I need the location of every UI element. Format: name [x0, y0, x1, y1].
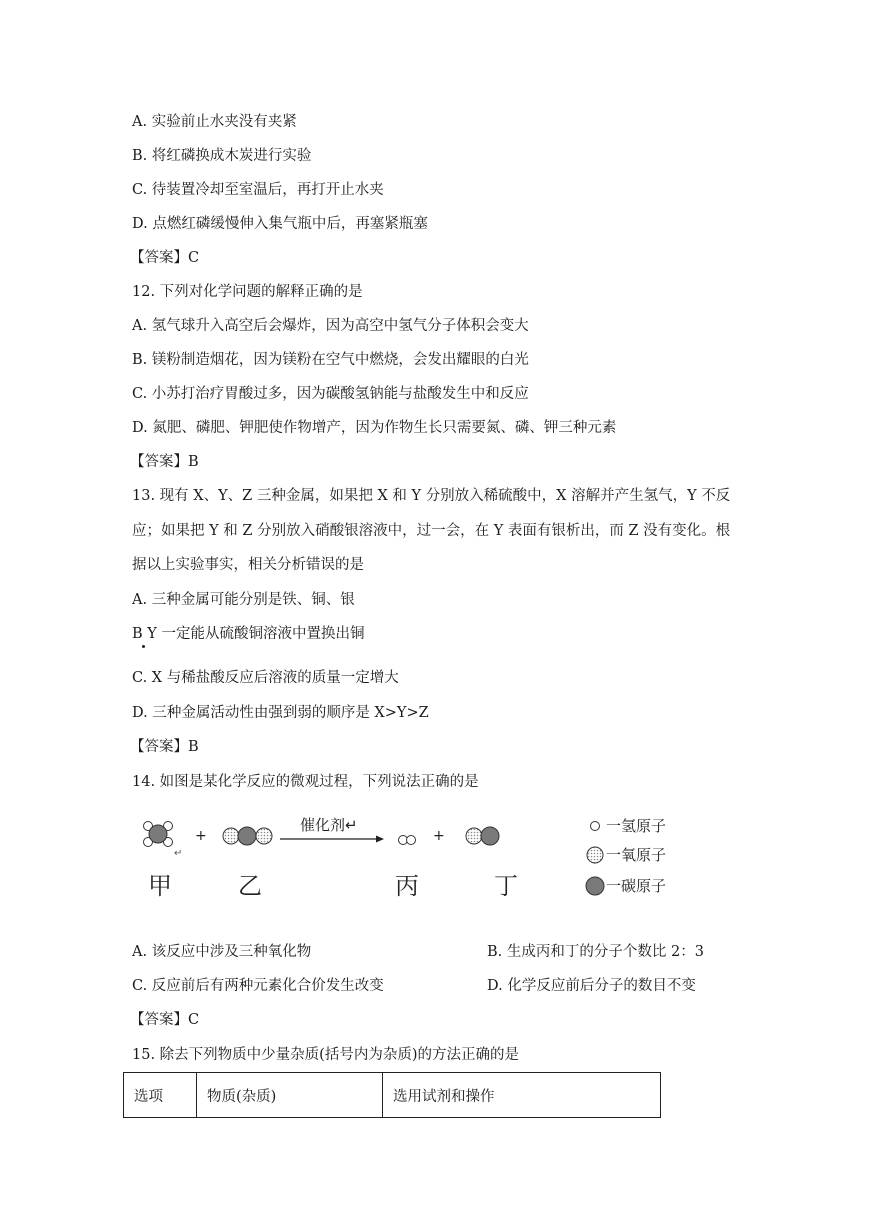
return-mark: ↵ — [174, 848, 183, 859]
legend-hydrogen-label: 一氢原子 — [606, 817, 667, 835]
q14-option-d: D. 化学反应前后分子的数目不变 — [487, 978, 696, 994]
label-bing: 丙 — [395, 872, 419, 900]
q12-option-b: B. 镁粉制造烟花，因为镁粉在空气中燃烧，会发出耀眼的白光 — [132, 352, 529, 368]
q13-option-b: B Y 一定能从硫酸铜溶液中置换出铜 — [132, 626, 365, 642]
legend-carbon-swatch — [586, 877, 604, 895]
q12-option-a: A. 氢气球升入高空后会爆炸，因为高空中氢气分子体积会变大 — [132, 318, 529, 334]
q15-table — [123, 1072, 661, 1118]
label-yi: 乙 — [238, 872, 262, 900]
q11-option-d: D. 点燃红磷缓慢伸入集气瓶中后，再塞紧瓶塞 — [132, 216, 428, 232]
q14-answer: 【答案】C — [130, 1012, 200, 1028]
q12-answer: 【答案】B — [130, 454, 199, 470]
reaction-diagram — [140, 810, 720, 910]
label-ding: 丁 — [494, 872, 518, 900]
q11-option-a: A. 实验前止水夹没有夹紧 — [132, 114, 297, 130]
table-header-row — [124, 1073, 661, 1118]
carbon-atom — [149, 825, 167, 843]
plus-sign-2: + — [433, 828, 445, 844]
stray-dot — [142, 645, 145, 648]
oxygen-atom — [466, 828, 482, 844]
arrow-head — [376, 836, 384, 843]
q13-option-c: C. X 与稀盐酸反应后溶液的质量一定增大 — [132, 670, 399, 686]
q13-option-a: A. 三种金属可能分别是铁、铜、银 — [132, 592, 355, 608]
q11-option-c: C. 待装置冷却至室温后，再打开止水夹 — [132, 182, 384, 198]
legend-carbon-label: 一碳原子 — [606, 877, 667, 895]
q11-answer: 【答案】C — [130, 250, 200, 266]
q11-option-b: B. 将红磷换成木炭进行实验 — [132, 148, 312, 164]
q14-stem: 14. 如图是某化学反应的微观过程，下列说法正确的是 — [132, 774, 479, 790]
legend-oxygen-swatch — [587, 847, 603, 863]
q12-stem: 12. 下列对化学问题的解释正确的是 — [132, 284, 363, 300]
table-header-cell: 选用试剂和操作 — [383, 1073, 661, 1118]
hydrogen-atom — [407, 836, 416, 845]
q13-stem-line-1: 13. 现有 X、Y、Z 三种金属，如果把 X 和 Y 分别放入稀硫酸中，X 溶解并产生氢气，Y 不反 — [132, 488, 731, 504]
catalyst-label: 催化剂↵ — [300, 816, 358, 834]
oxygen-atom — [223, 828, 239, 844]
molecule-ding — [466, 827, 499, 845]
table-header-cell: 物质(杂质) — [197, 1073, 383, 1118]
plus-sign-1: + — [195, 828, 207, 844]
carbon-atom — [238, 827, 256, 845]
label-jia: 甲 — [148, 872, 172, 900]
q14-option-b: B. 生成丙和丁的分子个数比 2：3 — [487, 944, 704, 960]
molecule-bing — [399, 836, 416, 845]
q13-answer: 【答案】B — [130, 739, 199, 755]
q13-stem-line-2: 应；如果把 Y 和 Z 分别放入硝酸银溶液中，过一会，在 Y 表面有银析出，而 Z 没有变化。根 — [132, 523, 731, 539]
molecule-yi — [223, 827, 272, 845]
q13-option-d: D. 三种金属活动性由强到弱的顺序是 X>Y>Z — [132, 705, 429, 721]
carbon-atom — [481, 827, 499, 845]
q12-option-c: C. 小苏打治疗胃酸过多，因为碳酸氢钠能与盐酸发生中和反应 — [132, 386, 529, 402]
molecule-jia — [144, 822, 173, 847]
legend-hydrogen-swatch — [591, 822, 600, 831]
q12-option-d: D. 氮肥、磷肥、钾肥使作物增产，因为作物生长只需要氮、磷、钾三种元素 — [132, 420, 617, 436]
q13-stem-line-3: 据以上实验事实，相关分析错误的是 — [132, 557, 364, 573]
oxygen-atom — [256, 828, 272, 844]
legend-oxygen-label: 一氧原子 — [606, 846, 667, 864]
q14-option-c: C. 反应前后有两种元素化合价发生改变 — [132, 978, 384, 994]
table-header-cell: 选项 — [124, 1073, 197, 1118]
legend — [586, 817, 666, 895]
q14-option-a: A. 该反应中涉及三种氧化物 — [132, 944, 312, 960]
q15-stem: 15. 除去下列物质中少量杂质(括号内为杂质)的方法正确的是 — [132, 1047, 519, 1063]
